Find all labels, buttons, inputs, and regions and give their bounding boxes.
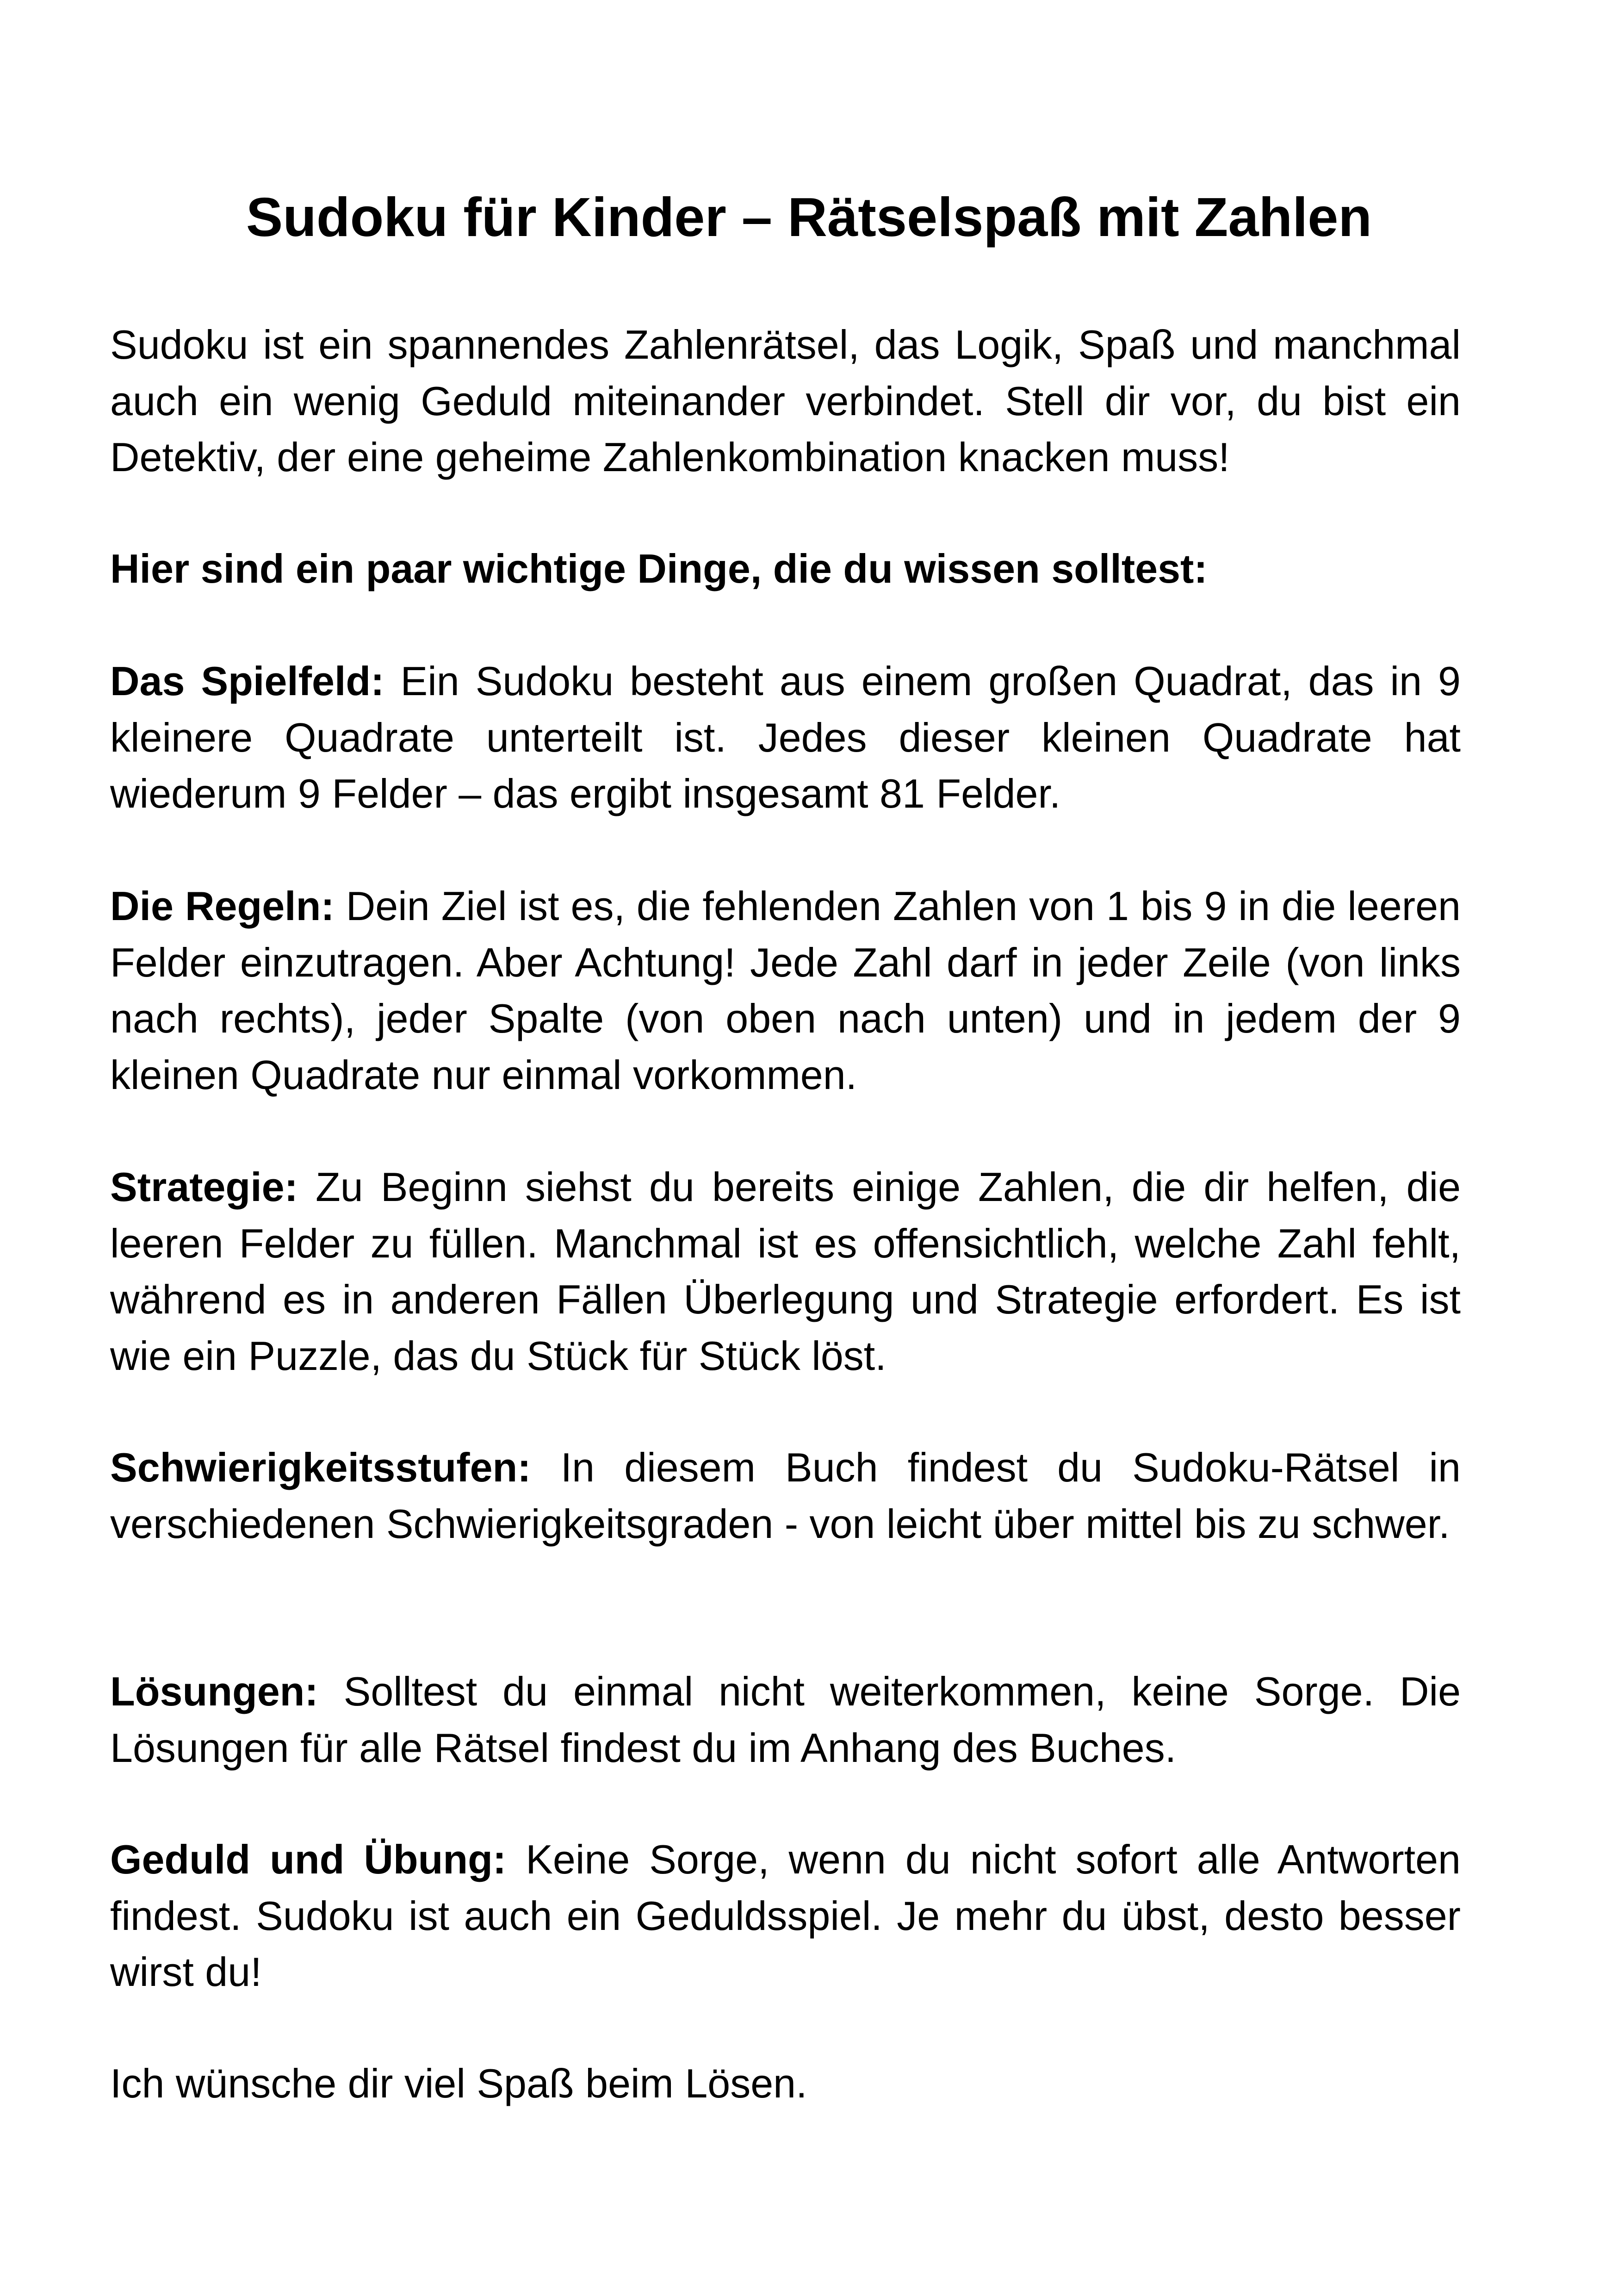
section-strategie bbox=[110, 1159, 1461, 1384]
section-text: Dein Ziel ist es, die fehlenden Zahlen von 1 bis 9 in die leeren Felder einzutragen. Aber Achtung! Jede Zahl darf in jeder Zeile (von links nach rechts), jeder Spalte (von oben nach unten) und in jedem der 9 kleinen Quadrate nur einmal vorkommen. bbox=[110, 883, 1461, 1098]
section-loesungen bbox=[110, 1663, 1461, 1776]
section-label: Lösungen: bbox=[110, 1668, 318, 1714]
section-label: Strategie: bbox=[110, 1164, 298, 1210]
list-heading: Hier sind ein paar wichtige Dinge, die du wissen solltest: bbox=[110, 546, 1208, 591]
section-text: Solltest du einmal nicht weiterkommen, keine Sorge. Die Lösungen für alle Rätsel findest du im Anhang des Buches. bbox=[110, 1668, 1461, 1771]
section-label: Das Spielfeld: bbox=[110, 658, 384, 704]
section-spielfeld bbox=[110, 653, 1461, 822]
section-text: Ein Sudoku besteht aus einem großen Quadrat, das in 9 kleinere Quadrate unterteilt ist. Jedes dieser kleinen Quadrate hat wiederum 9 Felder – das ergibt insgesamt 81 Felder. bbox=[110, 658, 1461, 816]
section-schwierigkeitsstufen bbox=[110, 1439, 1461, 1552]
section-label: Geduld und Übung: bbox=[110, 1836, 507, 1882]
section-label: Die Regeln: bbox=[110, 883, 335, 929]
section-text: Keine Sorge, wenn du nicht sofort alle Antworten findest. Sudoku ist auch ein Geduldsspiel. Je mehr du übst, desto besser wirst du! bbox=[110, 1836, 1461, 1995]
section-text: Zu Beginn siehst du bereits einige Zahlen, die dir helfen, die leeren Felder zu füllen. Manchmal ist es offensichtlich, welche Zahl fehlt, während es in anderen Fällen Überlegung und Strategie erfordert. Es ist wie ein Puzzle, das du Stück für Stück löst. bbox=[110, 1164, 1461, 1379]
section-geduld-und-uebung bbox=[110, 1831, 1461, 2000]
section-text: In diesem Buch findest du Sudoku-Rätsel in verschiedenen Schwierigkeitsgraden - von leicht über mittel bis zu schwer. bbox=[110, 1444, 1461, 1547]
closing-paragraph: Ich wünsche dir viel Spaß beim Lösen. bbox=[110, 2060, 807, 2106]
section-regeln bbox=[110, 878, 1461, 1103]
section-label: Schwierigkeitsstufen: bbox=[110, 1444, 531, 1490]
page-title: Sudoku für Kinder – Rätselspaß mit Zahlen bbox=[246, 187, 1372, 248]
intro-paragraph: Sudoku ist ein spannendes Zahlenrätsel, das Logik, Spaß und manchmal auch ein wenig Geduld miteinander verbindet. Stell dir vor, du bist ein Detektiv, der eine geheime Zahlenkombination knacken muss! bbox=[110, 322, 1461, 480]
